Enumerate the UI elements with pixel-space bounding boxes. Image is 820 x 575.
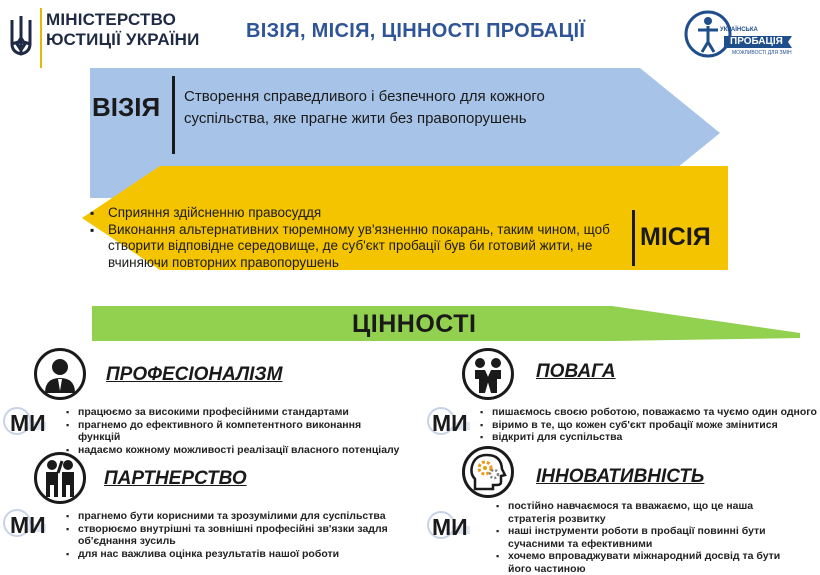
- trident-icon: [6, 14, 36, 58]
- mi-label: МИ: [10, 512, 46, 538]
- list-item: ▪ працюємо за високими професійними стандартами: [66, 406, 406, 419]
- mission-item: ▪ Виконання альтернативних тюремному ув'язненню покарань, таким чином, щоб створити відповідне середовище, де суб'єкт пробації був би готовий жити, не вчиняючи повторних правопорушень: [88, 222, 628, 272]
- value-list-partnership: [66, 510, 396, 560]
- ministry-name: [46, 10, 200, 50]
- list-item: ▪ створюємо внутрішні та зовнішні професійні зв'язки задля об'єднання зусиль: [66, 523, 396, 548]
- page-title: ВІЗІЯ, МІСІЯ, ЦІННОСТІ ПРОБАЦІЇ: [246, 20, 586, 42]
- mission-divider: [632, 210, 635, 266]
- list-item: ▪ постійно навчаємося та вважаємо, що це наша стратегія розвитку: [496, 500, 796, 525]
- list-item: ▪ відкриті для суспільства: [480, 431, 820, 444]
- value-list-professionalism: [66, 406, 406, 456]
- probation-logo-top: УКРАЇНСЬКА: [720, 27, 758, 33]
- value-title-professionalism: ПРОФЕСІОНАЛІЗМ: [106, 364, 283, 385]
- value-title-partnership: ПАРТНЕРСТВО: [104, 468, 247, 489]
- list-item: ▪ пишаємось своєю роботою, поважаємо та чуємо один одного: [480, 406, 820, 419]
- value-title-respect: ПОВАГА: [536, 361, 616, 382]
- handshake-icon: [462, 348, 514, 400]
- values-label: ЦІННОСТІ: [352, 310, 477, 338]
- vision-divider: [172, 76, 175, 154]
- value-title-innovation: ІННОВАТИВНІСТЬ: [536, 466, 705, 487]
- mission-label: МІСІЯ: [640, 223, 711, 251]
- mission-item: ▪ Сприяння здійсненню правосуддя: [88, 205, 628, 222]
- list-item: ▪ хочемо впроваджувати міжнародний досвід та бути його частиною: [496, 550, 796, 575]
- list-item: ▪ наші інструменти роботи в пробації повинні бути сучасними та ефективними: [496, 525, 796, 550]
- partners-icon: [34, 452, 86, 504]
- list-item: ▪ надаємо кожному можливості реалізації власного потенціалу: [66, 444, 406, 457]
- vision-label: ВІЗІЯ: [92, 92, 161, 122]
- list-item: ▪ віримо в те, що кожен суб'єкт пробації може змінитися: [480, 419, 820, 432]
- businessman-icon: [34, 348, 86, 400]
- list-item: ▪ прагнемо бути корисними та зрозумілими для суспільства: [66, 510, 396, 523]
- mi-label: МИ: [432, 410, 468, 436]
- mission-list: [88, 205, 628, 271]
- list-item: ▪ для нас важлива оцінка результатів нашої роботи: [66, 548, 396, 561]
- probation-logo-main: ПРОБАЦІЯ: [730, 36, 783, 47]
- mi-label: МИ: [432, 514, 468, 540]
- value-list-innovation: [496, 500, 796, 575]
- vision-text: Створення справедливого і безпечного для кожного суспільства, яке прагне жити без правопорушень: [184, 88, 545, 127]
- probation-logo-sub: МОЖЛИВОСТІ ДЛЯ ЗМІН: [732, 50, 792, 56]
- ministry-separator: [40, 8, 42, 68]
- mi-label: МИ: [10, 410, 46, 436]
- probation-logo: [684, 8, 796, 60]
- ministry-name-line2: ЮСТИЦІЇ УКРАЇНИ: [46, 30, 200, 49]
- head-gears-icon: [462, 446, 514, 498]
- list-item: ▪ прагнемо до ефективного й компетентного виконання функцій: [66, 419, 406, 444]
- ministry-name-line1: МІНІСТЕРСТВО: [46, 10, 177, 29]
- value-list-respect: [480, 406, 820, 444]
